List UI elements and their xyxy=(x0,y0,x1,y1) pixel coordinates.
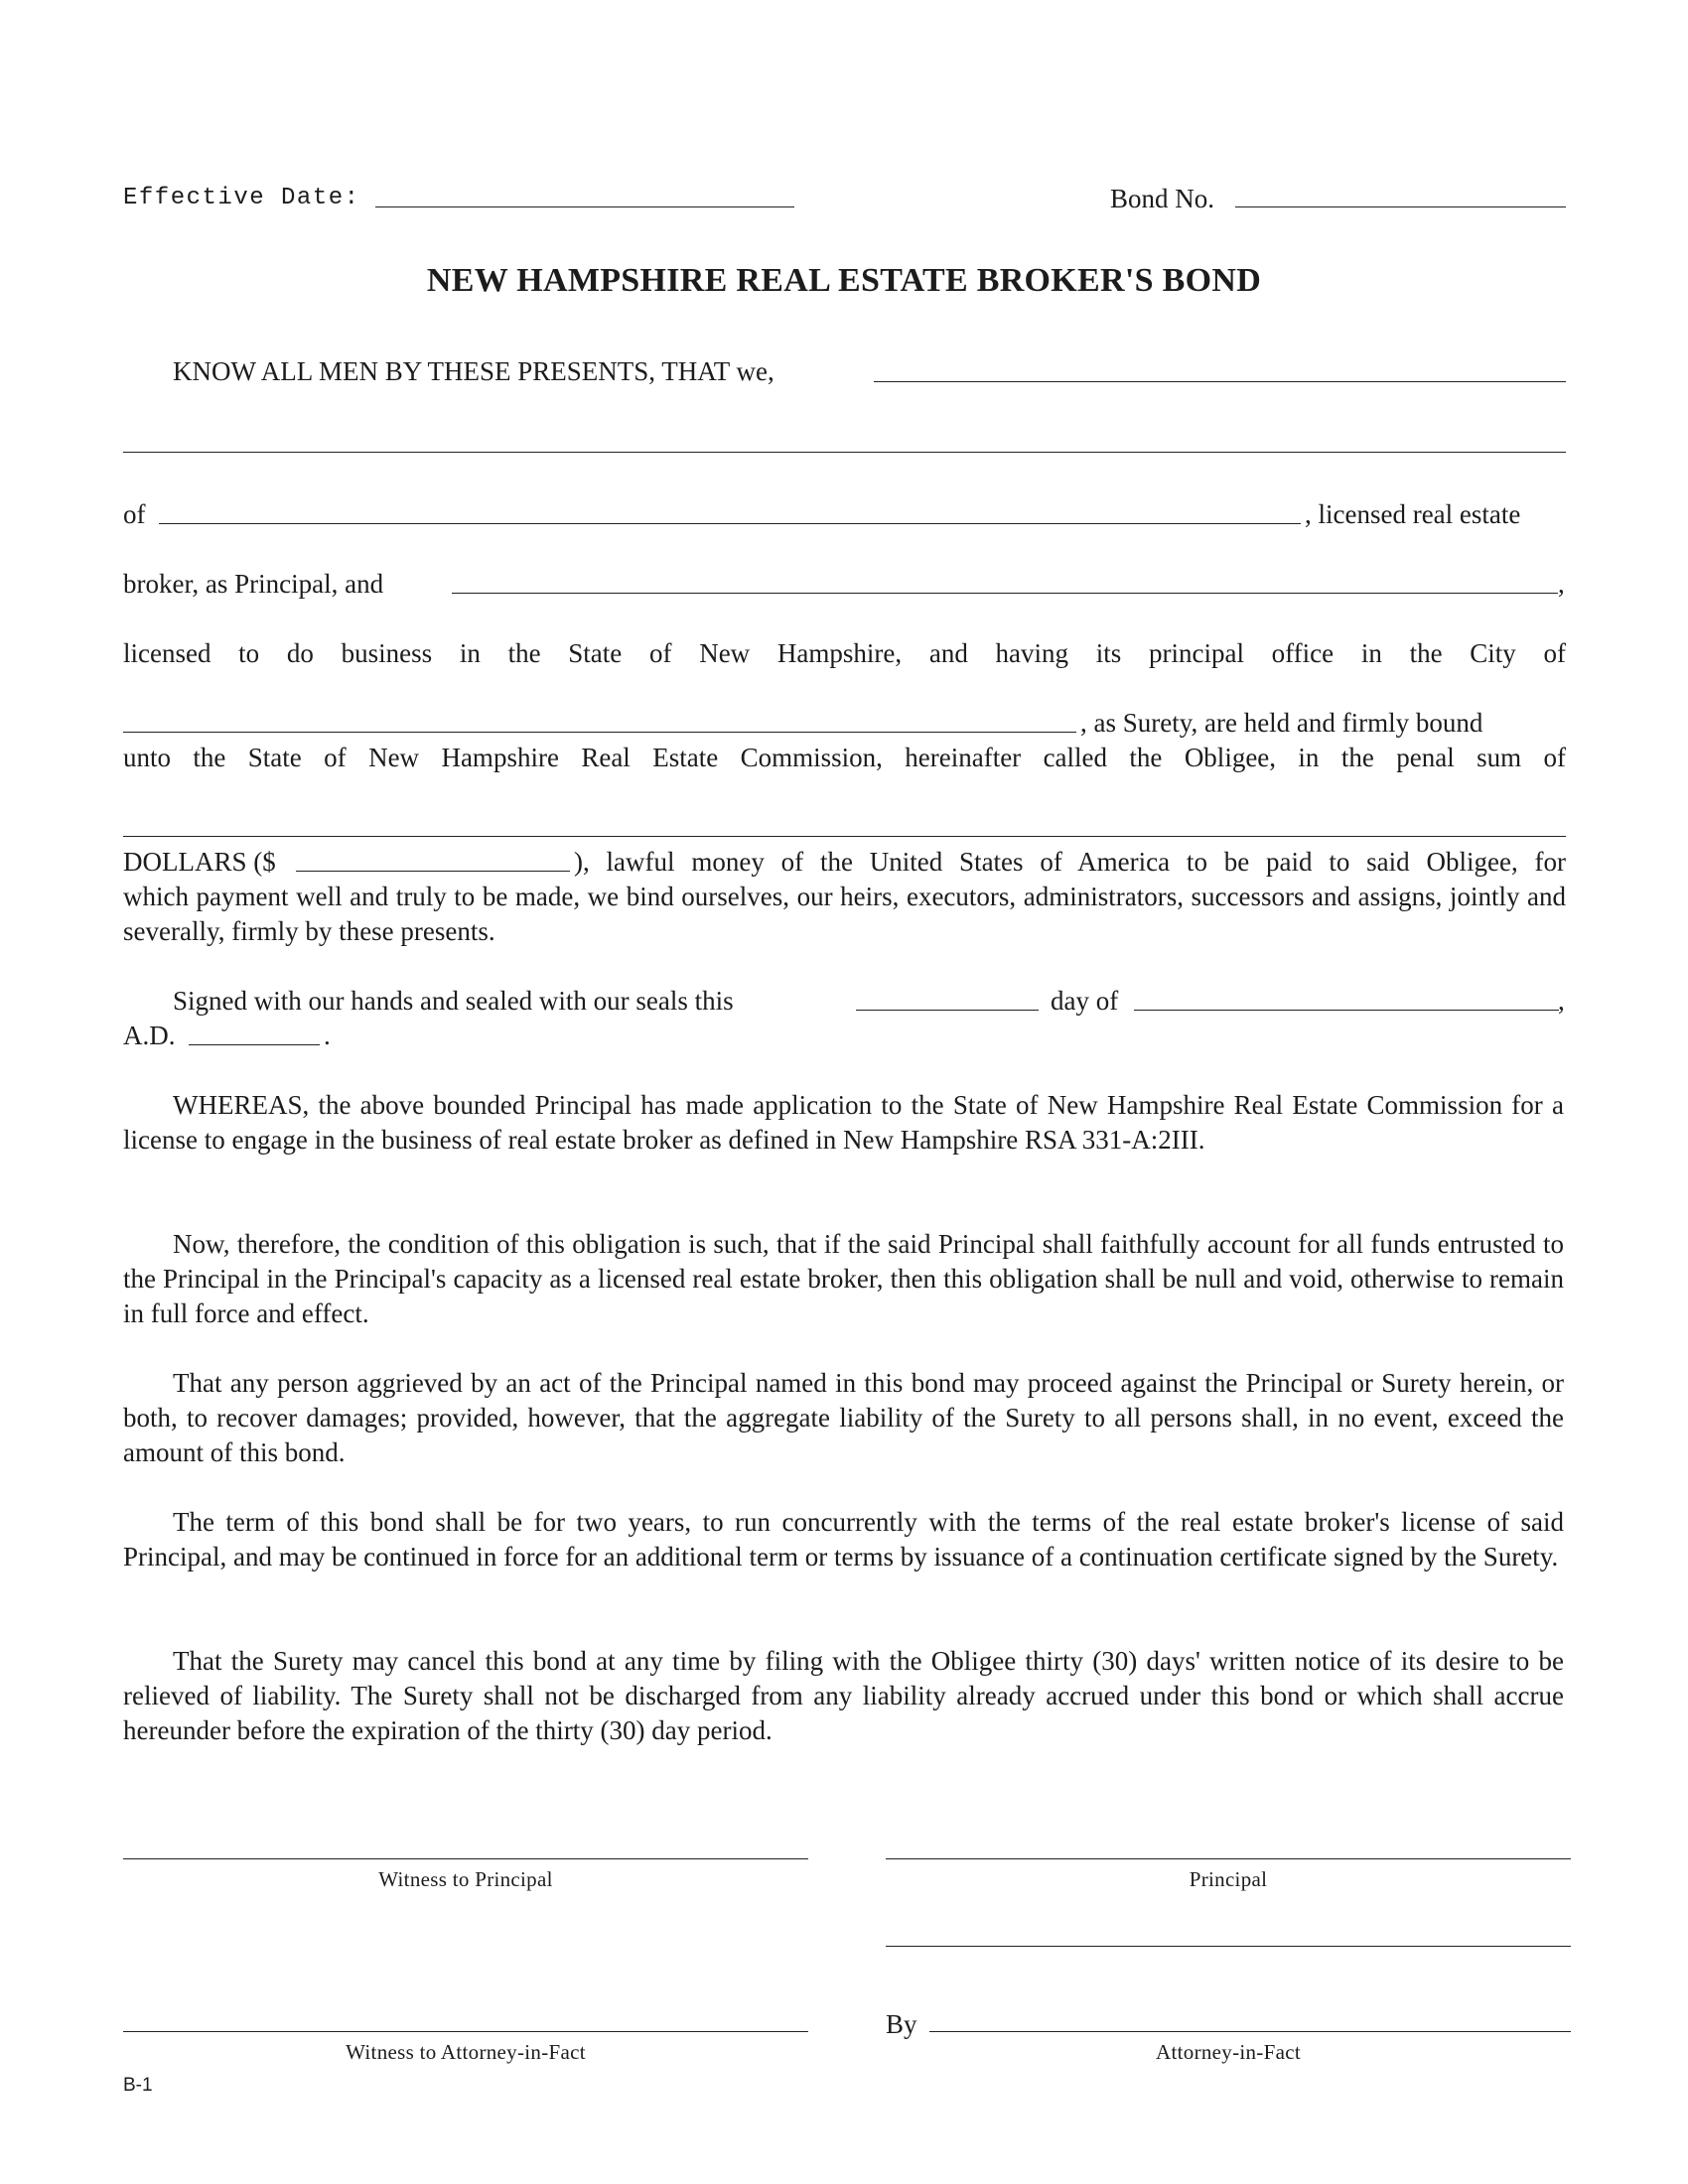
licensed-real-estate-text: , licensed real estate xyxy=(1305,499,1521,529)
document-title: NEW HAMPSHIRE REAL ESTATE BROKER'S BOND xyxy=(426,262,1262,299)
term-paragraph: The term of this bond shall be for two years, to run concurrently with the terms of the real estate broker's license of said Principal, and may be continued in force for an additional term or terms by issuance of a continuation certificate signed by the Surety. xyxy=(123,1507,1564,1571)
licensed-business-text: licensed to do business in the State of New Hampshire, and having its principal office in the City of xyxy=(123,638,1566,668)
form-code: B-1 xyxy=(123,2075,153,2096)
lawful-money-text: ), lawful money of the United States of America to be paid to said Obligee, for xyxy=(574,847,1566,877)
effective-date-field[interactable] xyxy=(375,206,794,207)
aggrieved-paragraph: That any person aggrieved by an act of the Principal named in this bond may proceed against the Principal or Surety herein, or both, to recover damages; provided, however, that the aggregate liability of the Surety to all persons shall, in no event, exceed the amount of this bond. xyxy=(123,1368,1564,1467)
comma-2: , xyxy=(1558,986,1565,1016)
witness-attorney-caption: Witness to Attorney-in-Fact xyxy=(346,2040,586,2064)
signed-year-field[interactable] xyxy=(189,1044,320,1045)
by-label: By xyxy=(886,2009,917,2039)
dollars-label: DOLLARS ($ xyxy=(123,847,276,877)
surety-name-signature-line[interactable] xyxy=(886,1946,1571,1947)
witness-principal-signature-line[interactable] xyxy=(123,1858,808,1859)
effective-date-label: Effective Date: xyxy=(123,185,360,211)
attorney-in-fact-caption: Attorney-in-Fact xyxy=(1156,2040,1301,2064)
principal-caption: Principal xyxy=(1189,1867,1268,1891)
principal-name-field-line2[interactable] xyxy=(123,452,1566,453)
broker-principal-text: broker, as Principal, and xyxy=(123,569,384,599)
attorney-signature-line[interactable] xyxy=(929,2031,1571,2032)
bond-no-label: Bond No. xyxy=(1110,184,1215,213)
day-of-label: day of xyxy=(1051,986,1119,1016)
cancel-paragraph: That the Surety may cancel this bond at any time by filing with the Obligee thirty (30) days' written notice of its desire to be relieved of liability. The Surety shall not be discharged from any liability already accrued under this bond or which shall accrue hereunder before the expiration of the thirty (30) day period. xyxy=(123,1646,1564,1745)
principal-signature-line[interactable] xyxy=(886,1858,1571,1859)
know-all-men-text: KNOW ALL MEN BY THESE PRESENTS, THAT we, xyxy=(173,356,774,386)
signed-with-text: Signed with our hands and sealed with our seals this xyxy=(173,986,734,1016)
penal-sum-words-field[interactable] xyxy=(123,836,1566,837)
bond-no-field[interactable] xyxy=(1235,206,1566,207)
whereas-paragraph: WHEREAS, the above bounded Principal has made application to the State of New Hampshire Real Estate Commission for a license to engage in the business of real estate broker as defined in New Hampshire RSA 331-A:2III. xyxy=(123,1090,1564,1155)
witness-attorney-signature-line[interactable] xyxy=(123,2031,808,2032)
payment-text: which payment well and truly to be made, we bind ourselves, our heirs, executors, administrators, successors and assigns, jointly and severally, firmly by these presents. xyxy=(123,882,1566,946)
principal-name-field[interactable] xyxy=(874,381,1566,382)
condition-paragraph: Now, therefore, the condition of this obligation is such, that if the said Principal shall faithfully account for all funds entrusted to the Principal in the Principal's capacity as a licensed real estate broker, then this obligation shall be null and void, otherwise to remain in full force and effect. xyxy=(123,1229,1564,1328)
as-surety-text: , as Surety, are held and firmly bound xyxy=(1080,708,1483,738)
signed-day-field[interactable] xyxy=(856,1010,1039,1011)
witness-principal-caption: Witness to Principal xyxy=(378,1867,553,1891)
ad-period: . xyxy=(324,1021,331,1050)
of-label: of xyxy=(123,499,146,529)
signed-month-field[interactable] xyxy=(1134,1010,1559,1011)
surety-name-field[interactable] xyxy=(452,593,1558,594)
comma-1: , xyxy=(1558,569,1565,599)
unto-state-text: unto the State of New Hampshire Real Estate Commission, hereinafter called the Obligee, in the penal sum of xyxy=(123,743,1566,772)
principal-address-field[interactable] xyxy=(159,523,1301,524)
penal-sum-amount-field[interactable] xyxy=(296,871,570,872)
surety-city-field[interactable] xyxy=(123,732,1076,733)
ad-label: A.D. xyxy=(123,1021,176,1050)
